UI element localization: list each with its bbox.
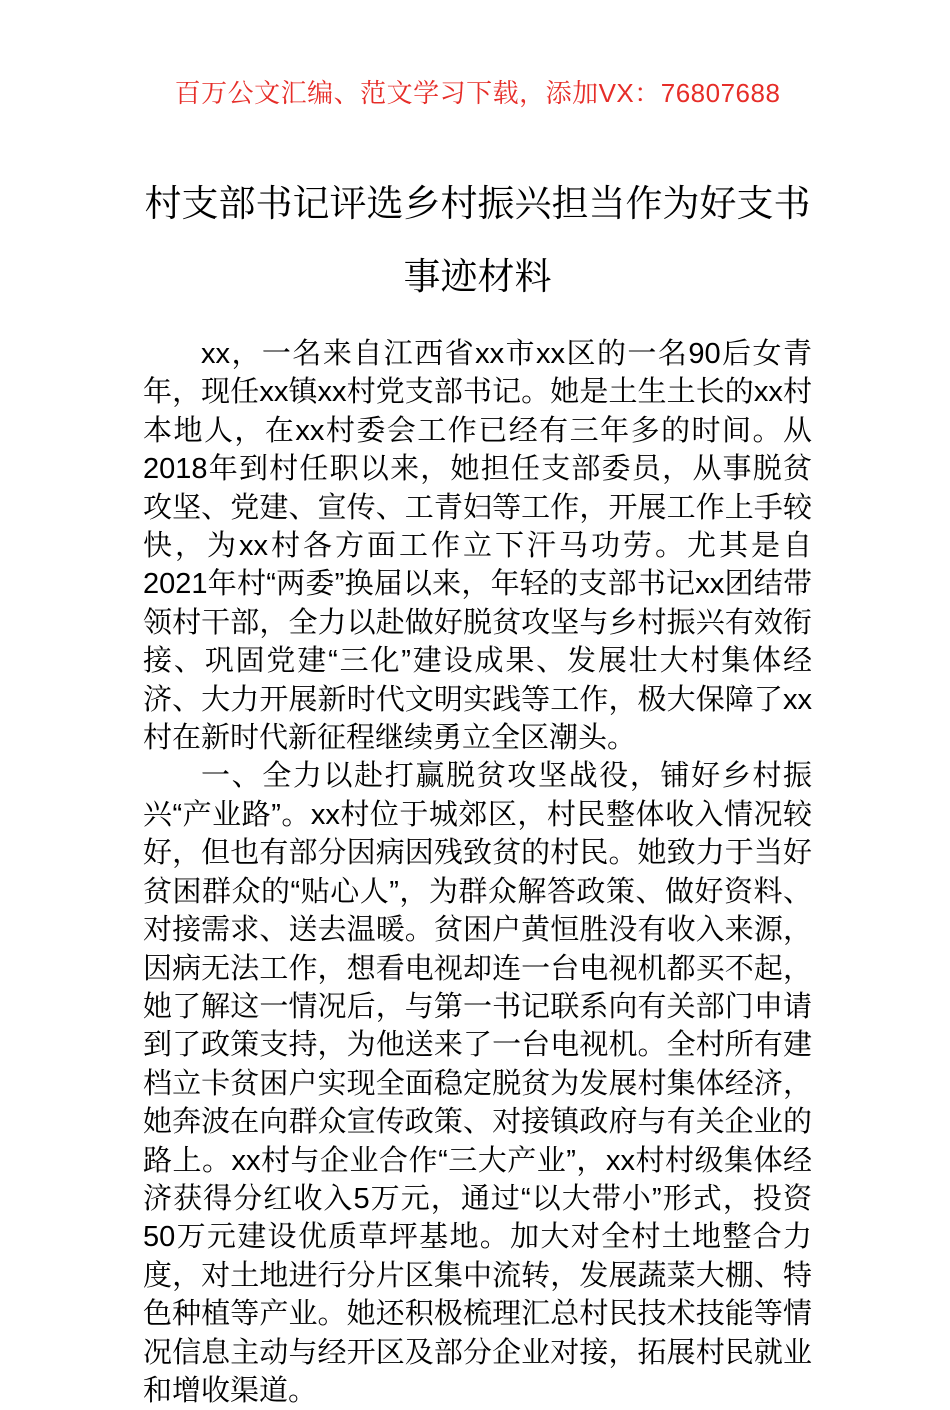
paragraph-intro: xx，一名来自江西省xx市xx区的一名90后女青年，现任xx镇xx村党支部书记。她是土生土长的xx村本地人，在xx村委会工作已经有三年多的时间。从2018年到村任职以来，她担任支部委员，从事脱贫攻坚、党建、宣传、工青妇等工作，开展工作上手较快，为xx村各方面工作立下汗马功劳。尤其是自2021年村“两委”换届以来，年轻的支部书记xx团结带领村干部，全力以赴做好脱贫攻坚与乡村振兴有效衔接、巩固党建“三化”建设成果、发展壮大村集体经济、大力开展新时代文明实践等工作，极大保障了xx村在新时代新征程继续勇立全区潮头。 <box>143 338 812 755</box>
document-body <box>143 335 812 1410</box>
promo-notice: 百万公文汇编、范文学习下载，添加VX：76807688 <box>174 78 781 108</box>
document-title-line-1: 村支部书记评选乡村振兴担当作为好支书 <box>144 183 811 224</box>
document-title-line-2: 事迹材料 <box>403 256 552 297</box>
paragraph-section-one: 一、全力以赴打赢脱贫攻坚战役，铺好乡村振兴“产业路”。xx村位于城郊区，村民整体收入情况较好，但也有部分因病因残致贫的村民。她致力于当好贫困群众的“贴心人”，为群众解答政策、做好资料、对接需求、送去温暖。贫困户黄恒胜没有收入来源，因病无法工作，想看电视却连一台电视机都买不起，她了解这一情况后，与第一书记联系向有关部门申请到了政策支持，为他送来了一台电视机。全村所有建档立卡贫困户实现全面稳定脱贫为发展村集体经济，她奔波在向群众宣传政策、对接镇政府与有关企业的路上。xx村与企业合作“三大产业”，xx村村级集体经济获得分红收入5万元，通过“以大带小”形式，投资50万元建设优质草坪基地。加大对全村土地整合力度，对土地进行分片区集中流转，发展蔬菜大棚、特色种植等产业。她还积极梳理汇总村民技术技能等情况信息主动与经开区及部分企业对接，拓展村民就业和增收渠道。 <box>143 760 812 1407</box>
document-title <box>143 167 812 313</box>
